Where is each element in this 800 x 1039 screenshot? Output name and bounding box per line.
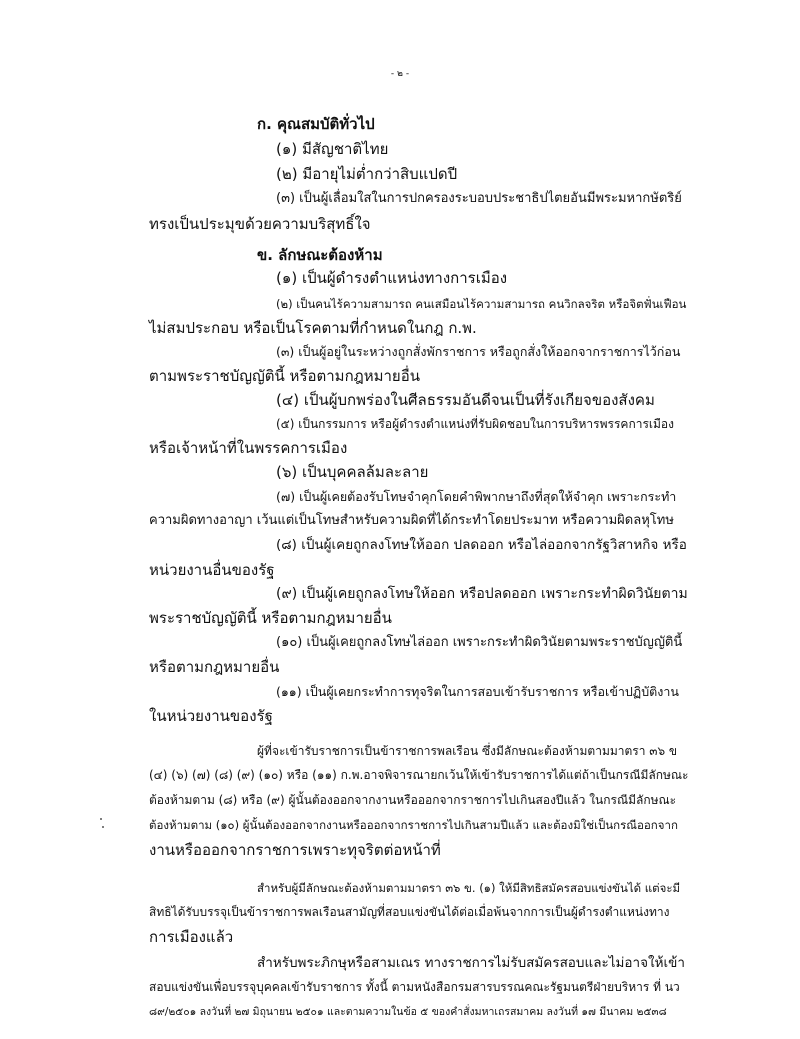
prohibition-item-continuation: หน่วยงานอื่นของรัฐ — [149, 561, 275, 579]
prohibition-item: (๗) เป็นผู้เคยต้องรับโทษจำคุกโดยคำพิพากษาถึงที่สุดให้จำคุก เพราะกระทำ — [276, 489, 677, 504]
prohibition-item: (๙) เป็นผู้เคยถูกลงโทษให้ออก หรือปลดออก เพราะกระทำผิดวินัยตาม — [276, 586, 688, 602]
prohibition-item: (๓) เป็นผู้อยู่ในระหว่างถูกสั่งพักราชการ หรือถูกสั่งให้ออกจากราชการไว้ก่อน — [276, 344, 681, 359]
paragraph-line: สำหรับผู้มีลักษณะต้องห้ามตามมาตรา ๓๖ ข. (๑) ให้มีสิทธิสมัครสอบแข่งขันได้ แต่จะมี — [257, 881, 681, 895]
prohibition-item-continuation: หรือเจ้าหน้าที่ในพรรคการเมือง — [149, 439, 348, 457]
paragraph-line: ต้องห้ามตาม (๑๐) ผู้นั้นต้องออกจากงานหรือออกจากราชการไปเกินสามปีแล้ว และต้องมิใช่เป็นกรณีออกจาก — [149, 818, 678, 832]
paragraph-line: การเมืองแล้ว — [149, 928, 234, 946]
prohibition-item-continuation: ตามพระราชบัญญัตินี้ หรือตามกฎหมายอื่น — [149, 367, 420, 385]
scan-speck — [100, 818, 102, 820]
prohibition-item: (๑๑) เป็นผู้เคยกระทำการทุจริตในการสอบเข้ารับราชการ หรือเข้าปฏิบัติงาน — [276, 684, 679, 699]
paragraph-line: (๔) (๖) (๗) (๘) (๙) (๑๐) หรือ (๑๑) ก.พ.อาจพิจารณายกเว้นให้เข้ารับราชการได้แต่ถ้าเป็นกรณีมีลักษณะ — [149, 768, 689, 782]
section-heading-general-qualifications: ก. คุณสมบัติทั่วไป — [257, 115, 375, 133]
prohibition-item: (๒) เป็นคนไร้ความสามารถ คนเสมือนไร้ความสามารถ คนวิกลจริต หรือจิตฟั่นเฟือน — [276, 297, 687, 311]
prohibition-item: (๖) เป็นบุคคลล้มละลาย — [276, 463, 429, 481]
prohibition-item: (๕) เป็นกรรมการ หรือผู้ดำรงตำแหน่งที่รับผิดชอบในการบริหารพรรคการเมือง — [276, 417, 674, 431]
prohibition-item: (๔) เป็นผู้บกพร่องในศีลธรรมอันดีจนเป็นที่รังเกียจของสังคม — [276, 391, 655, 409]
paragraph-line: สอบแข่งขันเพื่อบรรจุบุคคลเข้ารับราชการ ทั้งนี้ ตามหนังสือกรมสารบรรณคณะรัฐมนตรีฝ่ายบริหาร ที่ นว — [149, 980, 680, 994]
paragraph-line: สำหรับพระภิกษุหรือสามเณร ทางราชการไม่รับสมัครสอบและไม่อาจให้เข้า — [257, 955, 685, 971]
paragraph-line: สิทธิได้รับบรรจุเป็นข้าราชการพลเรือนสามัญที่สอบแข่งขันได้ต่อเมื่อพ้นจากการเป็นผู้ดำรงตำแหน่งทาง — [149, 905, 670, 919]
qualification-item: (๓) เป็นผู้เลื่อมใสในการปกครองระบอบประชาธิปไตยอันมีพระมหากษัตริย์ — [276, 191, 682, 206]
qualification-item-continuation: ทรงเป็นประมุขด้วยความบริสุทธิ์ใจ — [149, 215, 371, 233]
scan-speck — [102, 826, 104, 828]
paragraph-line: ๘๙/๒๕๐๑ ลงวันที่ ๒๗ มิถุนายน ๒๕๐๑ และตามความในข้อ ๕ ของคำสั่งมหาเถรสมาคม ลงวันที่ ๑๗ มีนาคม ๒๕๓๘ — [149, 1006, 667, 1018]
prohibition-item-continuation: พระราชบัญญัตินี้ หรือตามกฎหมายอื่น — [149, 609, 392, 627]
prohibition-item-continuation: หรือตามกฎหมายอื่น — [149, 658, 280, 676]
prohibition-item-continuation: ความผิดทางอาญา เว้นแต่เป็นโทษสำหรับความผิดที่ได้กระทำโดยประมาท หรือความผิดลหุโทษ — [149, 513, 674, 528]
page-number: - ๒ - — [390, 69, 410, 79]
paragraph-line: ต้องห้ามตาม (๘) หรือ (๙) ผู้นั้นต้องออกจากงานหรือออกจากราชการไปเกินสองปีแล้ว ในกรณีมีลักษณะ — [149, 793, 677, 807]
prohibition-item: (๘) เป็นผู้เคยถูกลงโทษให้ออก ปลดออก หรือไล่ออกจากรัฐวิสาหกิจ หรือ — [276, 537, 687, 553]
qualification-item: (๒) มีอายุไม่ต่ำกว่าสิบแปดปี — [276, 165, 458, 183]
paragraph-line: งานหรือออกจากราชการเพราะทุจริตต่อหน้าที่ — [149, 841, 441, 859]
prohibition-item: (๑) เป็นผู้ดำรงตำแหน่งทางการเมือง — [276, 269, 508, 287]
prohibition-item-continuation: ไม่สมประกอบ หรือเป็นโรคตามที่กำหนดในกฎ ก.พ. — [149, 319, 477, 337]
qualification-item: (๑) มีสัญชาติไทย — [276, 140, 389, 158]
section-heading-prohibited-characteristics: ข. ลักษณะต้องห้าม — [257, 246, 383, 264]
paragraph-line: ผู้ที่จะเข้ารับราชการเป็นข้าราชการพลเรือน ซึ่งมีลักษณะต้องห้ามตามมาตรา ๓๖ ข — [257, 744, 678, 758]
prohibition-item: (๑๐) เป็นผู้เคยถูกลงโทษไล่ออก เพราะกระทำผิดวินัยตามพระราชบัญญัตินี้ — [276, 635, 683, 650]
prohibition-item-continuation: ในหน่วยงานของรัฐ — [149, 707, 273, 725]
